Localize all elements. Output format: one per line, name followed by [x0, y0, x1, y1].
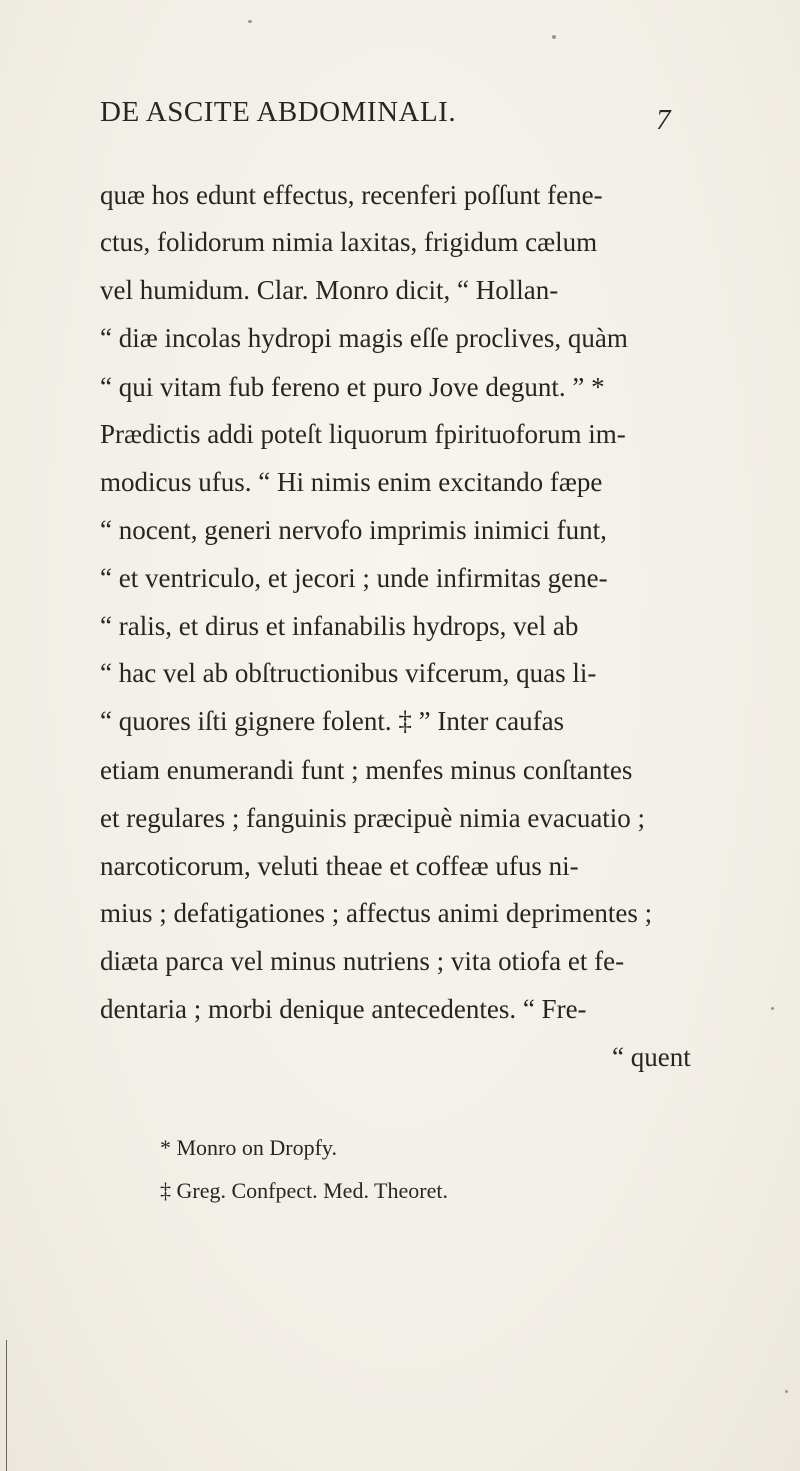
text-line: “ qui vitam fub fereno et puro Jove degunt. ” *	[100, 372, 605, 402]
text-line: vel humidum. Clar. Monro dicit, “ Hollan-	[100, 275, 559, 305]
page-edge-line	[6, 1340, 7, 1471]
paper-speck	[248, 20, 252, 23]
text-line: et regulares ; fanguinis præcipuè nimia evacuatio ;	[100, 803, 646, 833]
paper-speck	[552, 35, 556, 39]
text-line: diæta parca vel minus nutriens ; vita otiofa et fe-	[100, 946, 625, 976]
text-line: modicus ufus. “ Hi nimis enim excitando fæpe	[100, 467, 603, 497]
text-line: “ nocent, generi nervofo imprimis inimici funt,	[100, 515, 607, 545]
text-line: “ quores iſti gignere folent. ‡ ” Inter caufas	[100, 706, 565, 736]
text-line: “ et ventriculo, et jecori ; unde infirmitas gene-	[100, 563, 608, 593]
running-title: DE ASCITE ABDOMINALI.	[100, 96, 457, 128]
text-line: dentaria ; morbi denique antecedentes. “ Fre-	[100, 994, 587, 1024]
text-line: “ ralis, et dirus et infanabilis hydrops, vel ab	[100, 611, 579, 641]
text-line: Prædictis addi poteſt liquorum fpirituoforum im-	[100, 419, 626, 449]
text-line: “ hac vel ab obſtructionibus vifcerum, quas li-	[100, 658, 597, 688]
catchword: “ quent	[612, 1042, 691, 1072]
footnote: ‡ Greg. Confpect. Med. Theoret.	[160, 1178, 448, 1203]
text-line: mius ; defatigationes ; affectus animi deprimentes ;	[100, 898, 653, 928]
paper-speck	[785, 1390, 788, 1393]
text-line: etiam enumerandi funt ; menfes minus conſtantes	[100, 755, 633, 785]
text-line: ctus, folidorum nimia laxitas, frigidum cælum	[100, 227, 598, 257]
page-number: 7	[656, 104, 671, 136]
text-line: narcoticorum, veluti theae et coffeæ ufus ni-	[100, 851, 579, 881]
footnote: * Monro on Dropfy.	[160, 1135, 337, 1160]
text-line: “ diæ incolas hydropi magis eſſe proclives, quàm	[100, 323, 628, 353]
text-line: quæ hos edunt effectus, recenferi poſſunt fene-	[100, 180, 603, 210]
paper-speck	[771, 1007, 774, 1010]
